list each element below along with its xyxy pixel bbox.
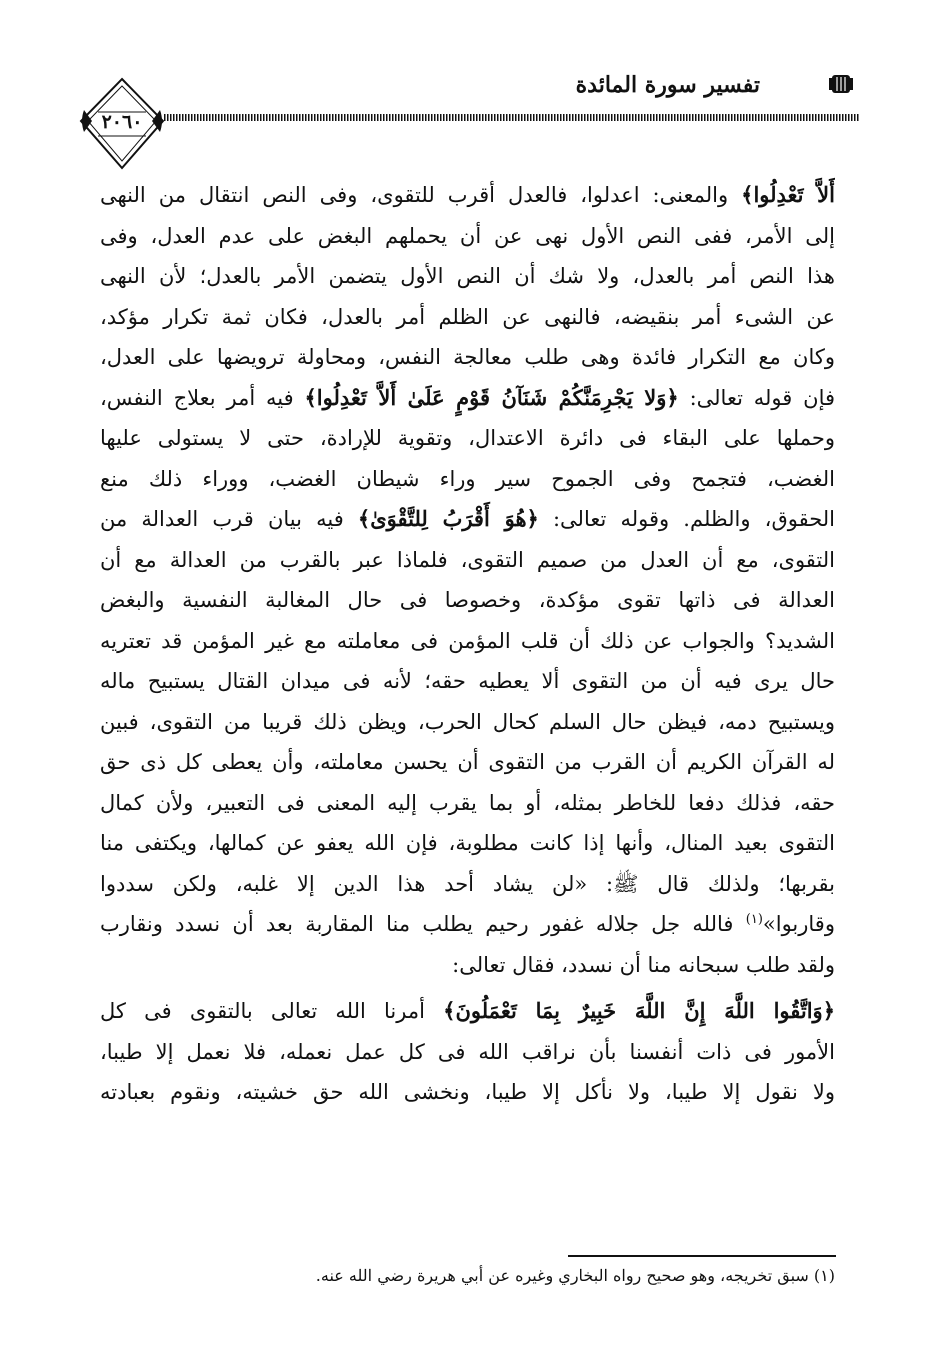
line-text: العدالة فى ذاتها تقوى مؤكدة، وخصوصا فى حال المغالبة النفسية والبغض bbox=[100, 588, 835, 612]
page-header bbox=[78, 62, 860, 172]
running-title: تفسير سورة المائدة bbox=[575, 72, 760, 98]
text-line bbox=[100, 1032, 835, 1073]
text-line bbox=[100, 175, 835, 216]
line-text: ولقد طلب سبحانه منا أن نسدد، فقال تعالى: bbox=[452, 952, 835, 977]
text-line bbox=[100, 297, 835, 338]
line-text: الحقوق، والظلم. وقوله تعالى: bbox=[538, 507, 835, 531]
footnote-rule bbox=[568, 1255, 836, 1257]
text-line bbox=[100, 499, 835, 540]
line-text: التقوى، مع أن العدل من صميم التقوى، فلماذا عبر بالقرب من العدالة مع أن bbox=[100, 547, 835, 572]
quran-quote: ﴿وَاتَّقُوا اللَّهَ إِنَّ اللَّهَ خَبِيرٌ بِمَا تَعْمَلُونَ﴾ bbox=[443, 998, 835, 1023]
text-line bbox=[100, 540, 835, 581]
text-line bbox=[100, 991, 835, 1032]
header-rule bbox=[164, 114, 860, 121]
text-line bbox=[100, 661, 835, 702]
text-line bbox=[100, 904, 835, 945]
text-line bbox=[100, 1072, 835, 1113]
text-line bbox=[100, 742, 835, 783]
body-text bbox=[100, 175, 835, 1113]
line-text: فإن قوله تعالى: bbox=[678, 385, 835, 410]
text-line bbox=[100, 580, 835, 621]
line-text: له القرآن الكريم أن القرب من التقوى أن يحسن معاملته، وأن يعطى كل ذى حق bbox=[100, 750, 835, 774]
line-text: حال يرى فيه أن من التقوى ألا يعطيه حقه؛ لأنه فى ميدان القتال يستبيح ماله bbox=[100, 669, 835, 693]
line-text: التقوى بعيد المنال، وأنها إذا كانت مطلوبة، فإن الله يعفو عن كمالها، ويكتفى منا bbox=[100, 831, 835, 855]
quran-quote: ﴿هُوَ أَقْرَبُ لِلتَّقْوَىٰ﴾ bbox=[357, 506, 539, 531]
text-line bbox=[100, 621, 835, 662]
page-number-badge bbox=[78, 76, 166, 172]
text-line bbox=[100, 702, 835, 743]
line-text: بقربها؛ ولذلك قال ﷺ: «لن يشاد أحد هذا الدين إلا غلبه، ولكن سددوا bbox=[100, 871, 835, 896]
text-line bbox=[100, 864, 835, 905]
text-line bbox=[100, 945, 835, 986]
line-text: فيه أمر بعلاج النفس، bbox=[100, 385, 305, 410]
line-text: الأمور فى ذات أنفسنا بأن نراقب الله فى كل عمل نعمله، فلا نعمل إلا طيبا، bbox=[100, 1039, 835, 1064]
line-text: والمعنى: اعدلوا، فالعدل أقرب للتقوى، وفى النص انتقال من النهى bbox=[100, 183, 742, 207]
text-line bbox=[100, 783, 835, 824]
text-line bbox=[100, 418, 835, 459]
line-text: وحملها على البقاء فى دائرة الاعتدال، وتقوية للإرادة، حتى لا يستولى عليها bbox=[100, 426, 835, 450]
line-text: عن الشىء أمر بنقيضه، فالنهى عن الظلم أمر بالعدل، فكان ثمة تكرار مؤكد، bbox=[100, 304, 835, 329]
line-text: وقاربوا» bbox=[762, 912, 835, 936]
line-text: ولا نقول إلا طيبا، ولا نأكل إلا طيبا، ونخشى الله حق خشيته، ونقوم بعبادته bbox=[100, 1080, 835, 1104]
text-line bbox=[100, 378, 835, 419]
line-text: إلى الأمر، ففى النص الأول نهى عن أن يحملهم البغض على عدم العدل، وفى bbox=[100, 223, 835, 248]
footnote-marker[interactable]: (١) bbox=[745, 912, 763, 927]
line-text: وكان مع التكرار فائدة وهى طلب معالجة النفس، ومحاولة ترويضها على العدل، bbox=[100, 345, 835, 369]
line-text: ويستبيح دمه، فيظن حال السلم كحال الحرب، ويظن ذلك قريبا من التقوى، فبين bbox=[100, 709, 835, 734]
quran-quote: أَلاَّ تَعْدِلُوا﴾ bbox=[741, 182, 835, 207]
footnote: (١) سبق تخريجه، وهو صحيح رواه البخاري وغيره عن أبي هريرة رضي الله عنه. bbox=[315, 1266, 835, 1285]
ornament-icon bbox=[822, 70, 860, 98]
quran-quote: ﴿وَلا يَجْرِمَنَّكُمْ شَنَآنُ قَوْمٍ عَلَىٰ أَلاَّ تَعْدِلُوا﴾ bbox=[304, 384, 679, 410]
text-line bbox=[100, 459, 835, 500]
line-text: فيه بيان قرب العدالة من bbox=[100, 507, 358, 531]
line-text: الشديد؟ والجواب عن ذلك أن قلب المؤمن فى معاملته مع غير المؤمن قد تعتريه bbox=[100, 628, 835, 653]
text-line bbox=[100, 337, 835, 378]
text-line bbox=[100, 823, 835, 864]
text-line bbox=[100, 256, 835, 297]
text-line bbox=[100, 216, 835, 257]
page-number: ٢٠٦٠ bbox=[101, 111, 143, 133]
line-text: الغضب، فتجمح وفى الجموح سير وراء شيطان الغضب، ووراء ذلك منع bbox=[100, 466, 835, 491]
line-text: هذا النص أمر بالعدل، ولا شك أن النص الأول يتضمن الأمر بالعدل؛ لأن النهى bbox=[100, 264, 835, 288]
line-text: أمرنا الله تعالى بالتقوى فى كل bbox=[100, 999, 444, 1023]
line-text: حقه، فذلك دفعا للخاطر بمثله، أو بما يقرب إليه المعنى فى التعبير، ولأن كمال bbox=[100, 790, 835, 815]
line-text: فالله جل جلاله غفور رحيم يطلب منا المقاربة بعد أن نسدد ونقارب bbox=[100, 912, 746, 936]
